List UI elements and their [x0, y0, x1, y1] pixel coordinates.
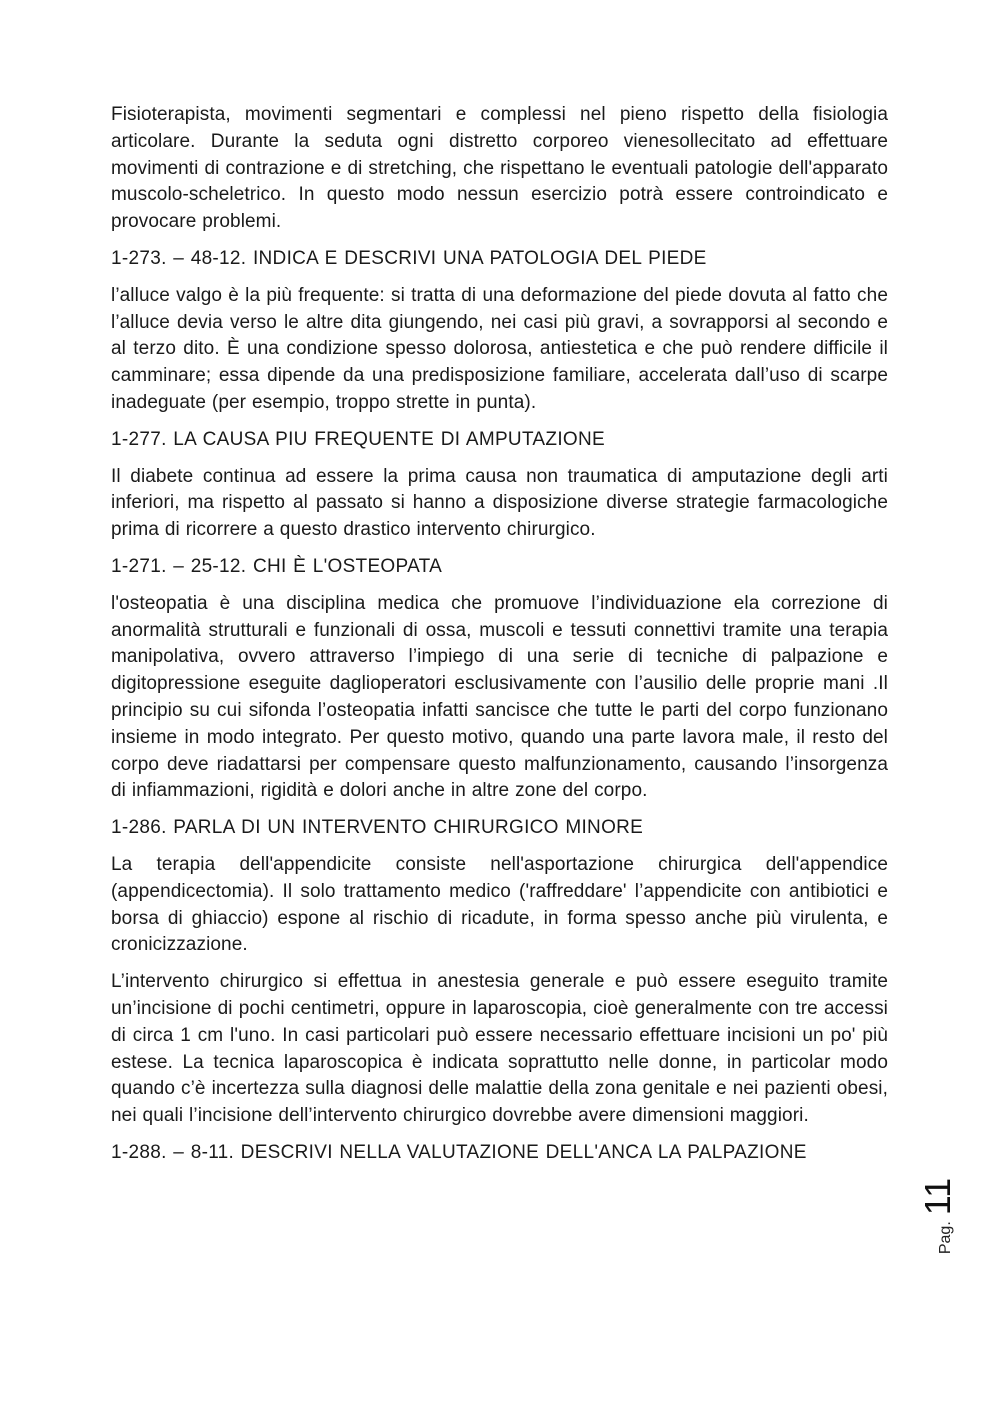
- section-heading-osteopata: 1-271. – 25-12. CHI È L'OSTEOPATA: [111, 555, 443, 577]
- paragraph-alluce-valgo: l’alluce valgo è la più frequente: si tratta di una deformazione del piede dovuta al fatto che l’alluce devia verso le altre dita giungendo, nei casi più gravi, a sovrapporsi al secondo e al terzo dito. È una condizione spesso dolorosa, antiestetica e che può rendere difficile il camminare; essa dipende da una predisposizione familiare, accelerata dall’uso di scarpe inadeguate (per esempio, troppo strette in punta).: [111, 284, 888, 413]
- page-number: [917, 1170, 958, 1262]
- section-heading-amputazione: 1-277. LA CAUSA PIU FREQUENTE DI AMPUTAZIONE: [111, 428, 605, 450]
- paragraph-diabete: Il diabete continua ad essere la prima causa non traumatica di amputazione degli arti inferiori, ma rispetto al passato si hanno a disposizione diverse strategie farmacologiche prima di ricorrere a questo drastico intervento chirurgico.: [111, 465, 888, 541]
- page-number-label: Pag.: [937, 1221, 954, 1255]
- document-body: [111, 102, 888, 1177]
- paragraph-appendicite: La terapia dell'appendicite consiste nell'asportazione chirurgica dell'appendice (appendicectomia). Il solo trattamento medico ('raffreddare' l’appendicite con antibiotici e borsa di ghiaccio) espone al rischio di ricadute, in forma spesso anche più virulenta, e cronicizzazione.: [111, 853, 888, 956]
- paragraph-fisioterapista: Fisioterapista, movimenti segmentari e complessi nel pieno rispetto della fisiologia articolare. Durante la seduta ogni distretto corporeo vienesollecitato ad effettuare movimenti di contrazione e di stretching, che rispettano le eventuali patologie dell'apparato muscolo-scheletrico. In questo modo nessun esercizio potrà essere controindicato e provocare problemi.: [111, 104, 888, 233]
- page-number-value: 11: [917, 1177, 958, 1216]
- section-heading-anca: 1-288. – 8-11. DESCRIVI NELLA VALUTAZIONE DELL'ANCA LA PALPAZIONE: [111, 1141, 807, 1163]
- section-heading-piede: 1-273. – 48-12. INDICA E DESCRIVI UNA PATOLOGIA DEL PIEDE: [111, 247, 707, 269]
- paragraph-intervento-chirurgico: L’intervento chirurgico si effettua in anestesia generale e può essere eseguito tramite un’incisione di pochi centimetri, oppure in laparoscopia, cioè generalmente con tre accessi di circa 1 cm l'uno. In casi particolari può essere necessario effettuare incisioni un po' più estese. La tecnica laparoscopica è indicata soprattutto nelle donne, in particolar modo quando c’è incertezza sulla diagnosi delle malattie della zona genitale e nei pazienti obesi, nei quali l’incisione dell’intervento chirurgico dovrebbe avere dimensioni maggiori.: [111, 971, 888, 1127]
- paragraph-osteopatia: l'osteopatia è una disciplina medica che promuove l’individuazione ela correzione di anormalità strutturali e funzionali di ossa, muscoli e tessuti connettivi tramite una terapia manipolativa, ovvero attraverso l’impiego di una serie di tecniche di palpazione e digitopressione eseguite daglioperatori esclusivamente con l’ausilio delle proprie mani .Il principio su cui sifonda l’osteopatia infatti sancisce che tutte le parti del corpo funzionano insieme in modo integrato. Per questo motivo, quando una parte lavora male, il resto del corpo deve riadattarsi per compensare questo malfunzionamento, causando l’insorgenza di infiammazioni, rigidità e dolori anche in altre zone del corpo.: [111, 592, 888, 802]
- section-heading-intervento: 1-286. PARLA DI UN INTERVENTO CHIRURGICO MINORE: [111, 817, 644, 839]
